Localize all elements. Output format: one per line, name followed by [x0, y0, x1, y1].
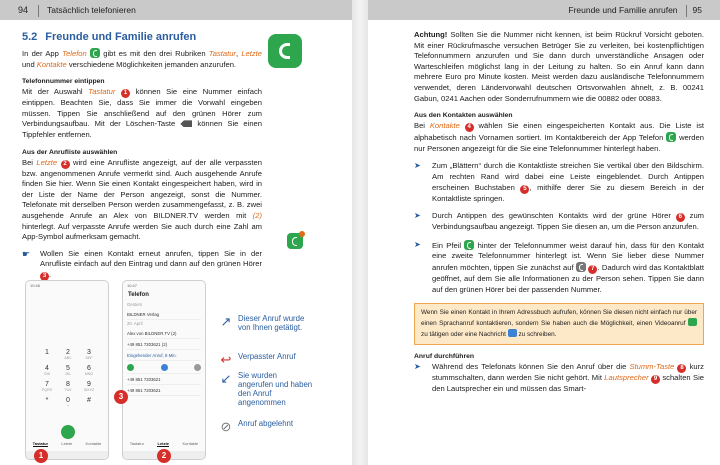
phone2-tabs — [123, 441, 205, 447]
left-content — [22, 30, 262, 281]
tab-tastatur[interactable]: Tastatur — [32, 441, 49, 446]
right-content — [414, 30, 704, 395]
heading-call-list: Aus der Anrufliste auswählen — [22, 148, 118, 156]
call-button[interactable] — [61, 425, 75, 439]
phone-app-badge-icon — [287, 233, 303, 249]
phone1-tabs — [26, 441, 108, 447]
right-page — [368, 0, 720, 465]
heading-enter-number: Telefonnummer eintippen — [22, 78, 105, 86]
badge-2: 2 — [61, 160, 70, 169]
info-action-icon[interactable] — [194, 364, 201, 371]
video-call-icon — [688, 318, 697, 326]
bullet-scroll: ➤ Zum „Blättern“ durch die Kontaktliste streichen Sie vertikal über den Bildschirm. Am rechten Rand wird dabei eine Leiste eingeblendet. Durch Antippen erscheinen Buchstaben 5 , mithilfe derer Sie zu diesem Bereich in der Kontaktliste springen. — [414, 161, 704, 203]
phone-app-small-icon — [90, 48, 100, 58]
delete-key-icon — [180, 120, 192, 127]
info-icon — [576, 262, 586, 272]
recents-title: Telefon — [128, 292, 149, 298]
badge-4: 4 — [465, 123, 474, 132]
section-heading: 5.2 Freunde und Familie anrufen — [22, 31, 197, 43]
left-header — [0, 0, 352, 20]
badge-large-2: 2 — [157, 449, 171, 463]
rejected-call-icon: ⊘ — [220, 419, 232, 434]
legend-rejected: ⊘ Anruf abgelehnt — [218, 419, 313, 433]
green-arrow-icon — [464, 240, 474, 250]
bullet-mute: ➤ Während des Telefonats können Sie den Anruf über die Stumm-Taste 8 kurz stummschalten, dann werden Sie nicht gehört. Mit Lautsprecher 9 schalten Sie den Lautsprecher ein und müssen das Smart- — [414, 362, 704, 394]
phone-app-icon — [268, 34, 302, 68]
tab-letzte[interactable]: Letzte — [61, 441, 73, 446]
hint-callback: ☛ Wollen Sie einen Kontakt erneut anrufen, tippen Sie in der Anrufliste einfach auf den Eintrag und dann auf den grünen Hörer 3 . — [22, 248, 262, 279]
bullet-tap-contact: ➤ Durch Antippen des gewünschten Kontakts wird der grüne Hörer 6 zum Verbindungsaufbau angezeigt. Tippen Sie diesen an, um die Person anzurufen. — [414, 211, 704, 232]
left-page — [0, 0, 352, 465]
list-item[interactable]: Eingehender Anruf, 8 Min. — [127, 350, 201, 361]
legend-missed: ↩ Verpasster Anruf — [218, 352, 313, 366]
legend-outgoing: ↗ Dieser Anruf wurde von Ihnen getätigt. — [218, 314, 313, 346]
badge-3: 3 — [40, 272, 49, 281]
badge-9: 9 — [651, 375, 660, 384]
badge-6: 6 — [676, 213, 685, 222]
badge-large-1: 1 — [34, 449, 48, 463]
arrow-icon: ➤ — [414, 211, 421, 221]
call-action-icon[interactable] — [127, 364, 134, 371]
badge-8: 8 — [677, 364, 686, 373]
tab-tastatur[interactable]: Tastatur — [129, 441, 144, 446]
list-item[interactable]: +49 851 7203621 — [127, 385, 201, 396]
tip-box: Wenn Sie einen Kontakt in Ihrem Adressbuch aufrufen, können Sie diesen nicht einfach nur über einen Sprachanruf kontaktieren, sondern Sie haben auch die Möglichkeit, einen Videoanruf zu tätigen oder eine Nachricht zu schreiben. — [414, 303, 704, 345]
list-item[interactable]: +49 851 7203621 (2) — [127, 339, 201, 350]
book-gutter — [352, 0, 368, 465]
phone-app-small-icon — [666, 132, 676, 142]
left-page-number: 94 — [18, 5, 29, 15]
left-header-title: Tatsächlich telefonieren — [47, 5, 136, 15]
keypad: 1 2 ABC 3 DEF 4 GHI 5 JKL 6 MNO 7 PQRS 8 TUV 9 WXYZ * 0 + # — [42, 349, 95, 408]
phone-screenshot-keypad: 10:46 1 2 ABC 3 DEF 4 GHI 5 JKL 6 MNO 7 PQRS 8 TUV 9 WXYZ * 0 + # Tastatur Letzte Kontakte — [25, 280, 109, 460]
missed-call-icon: ↩ — [220, 352, 232, 367]
badge-large-3: 3 — [114, 390, 128, 404]
warning-paragraph: Achtung! Sollten Sie die Nummer nicht kennen, ist beim Rückruf Vorsicht geboten. Mit einer Rückrufmasche versuchen Betrüger Sie zu verleiten, bei kostenpflichtigen Telefonnummern anzurufen und Sie dann durch unverständliche Ansagen oder Warteschleifen möglichst lang in der Leitung zu halten. So ein Anruf kann dann mehrere Euro pro Minute kosten. Meist werden dazu ausländische Telefonnummern verwendet, deren Ländervorwahl deutschen Ortsvorwahlen ähnelt, z. B. 00241 Gabun, 0241 Aachen oder Sonderrufnummern wie die 00882 oder 00883. — [414, 30, 704, 103]
message-action-icon[interactable] — [161, 364, 168, 371]
right-page-number: 95 — [692, 5, 702, 15]
outgoing-call-icon: ↗ — [220, 314, 232, 329]
action-row — [127, 361, 201, 374]
incoming-call-icon: ↙ — [220, 371, 232, 386]
call-list-paragraph: Bei Letzte 2 wird eine Anrufliste angezeigt, auf der alle verpassten bzw. angenommenen Anrufe vermerkt sind. Auch ausgehende Anrufe finden Sie hier. Wenn Sie einen Kontakt eingespeichert haben, wird in der Liste der Name der Person angezeigt, sonst die Nummer. Telefonate mit derselben Person werden zusammengefasst, z. B. zwei ausgehende Anrufe an Alex von BILDNER.TV werden mit (2) hinterlegt. Auf verpasste Anrufe werden Sie auch durch eine Zahl am App-Symbol aufmerksam gemacht. — [22, 157, 262, 242]
heading-during-call: Anruf durchführen — [414, 353, 475, 361]
badge-5: 5 — [520, 185, 529, 194]
arrow-icon: ➤ — [414, 239, 421, 249]
list-item[interactable]: +49 851 7203621 — [127, 374, 201, 385]
arrow-icon: ➤ — [414, 362, 421, 372]
intro-paragraph: In der App Telefon gibt es mit den drei Rubriken Tastatur, Letzte und Kontakte verschiedene Möglichkeiten jemanden anzurufen. — [22, 49, 262, 69]
badge-1: 1 — [121, 89, 130, 98]
phone-screenshot-recents: 10:47 Telefon Gestern BILDNER Verlag 20. April Alex von BILDNER.TV (2) +49 851 7203621 (2) Eingehender Anruf, 8 Min. +49 851 7203621 +49 851 7203621 Tastatur Letzte Kontakte — [122, 280, 206, 460]
tab-letzte[interactable]: Letzte — [157, 441, 169, 446]
message-icon — [508, 329, 517, 337]
heading-contacts: Aus den Kontakten auswählen — [414, 112, 513, 120]
badge-7: 7 — [588, 265, 597, 274]
right-header — [368, 0, 720, 20]
enter-number-paragraph: Mit der Auswahl Tastatur 1 können Sie eine Nummer einfach eintippen. Beachten Sie, dass Sie immer die Vorwahl eingeben müssen. Tippen Sie anschließend auf den grünen Hörer zum Verbindungsaufbau. Mit der Löschen-Taste können Sie einen Tippfehler entfernen. — [22, 87, 262, 139]
recents-list: Gestern BILDNER Verlag 20. April Alex von BILDNER.TV (2) +49 851 7203621 (2) Eingehender Anruf, 8 Min. +49 851 7203621 +49 851 7203621 — [123, 301, 205, 396]
pointing-hand-icon: ☛ — [22, 248, 31, 259]
arrow-icon: ➤ — [414, 161, 421, 171]
legend-incoming: ↙ Sie wurden angerufen und haben den Anruf angenommen — [218, 371, 313, 411]
right-header-title: Freunde und Familie anrufen — [568, 5, 678, 15]
contacts-paragraph: Bei Kontakte 4 wählen Sie einen eingespeicherten Kontakt aus. Die Liste ist alphabetisch nach Vornamen sortiert. Im Kontaktbereich der App Telefon werden nur Personen angezeigt für die Sie eine Telefonnummer hinterlegt haben. — [414, 121, 704, 153]
list-item[interactable]: BILDNER Verlag — [127, 309, 201, 320]
tab-kontakte[interactable]: Kontakte — [85, 441, 102, 446]
bullet-arrow: ➤ Ein Pfeil hinter der Telefonnummer weist darauf hin, dass für den Kontakt eine zweite Telefonnummer hinterlegt ist. Wenn Sie lieber diese Nummer anrufen möchten, tippen Sie zunächst auf 7 . Dadurch wird das Kontaktblatt geöffnet, auf dem Sie alle Informationen zu der Person sehen. Tippen Sie dann auf den grünen Hörer bei der passenden Nummer. — [414, 239, 705, 294]
tab-kontakte[interactable]: Kontakte — [182, 441, 199, 446]
list-item[interactable]: Alex von BILDNER.TV (2) — [127, 328, 201, 339]
